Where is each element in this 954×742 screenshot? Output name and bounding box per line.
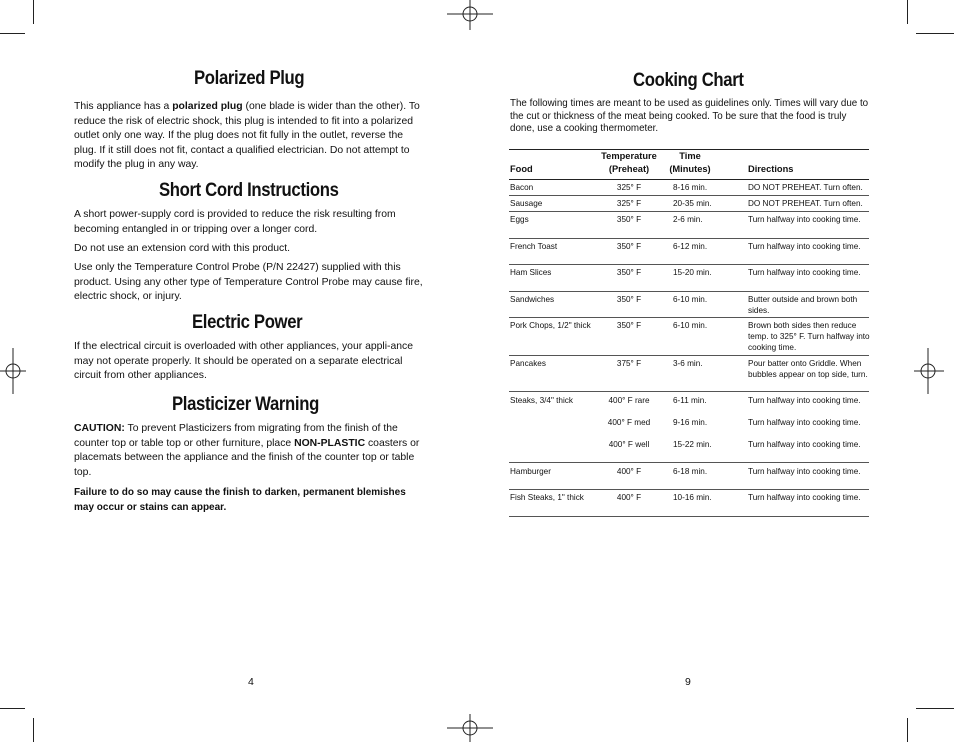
row-rule <box>509 516 869 517</box>
crop-mark <box>33 0 34 24</box>
temperature-cell: 350° F <box>616 295 642 304</box>
temperature-cell: 350° F <box>616 242 642 251</box>
temperature-cell: 350° F <box>616 321 642 330</box>
time-cell: 2-6 min. <box>673 215 703 224</box>
directions-cell: DO NOT PREHEAT. Turn often. <box>748 183 863 192</box>
registration-mark-icon <box>447 0 493 30</box>
directions-cell: Turn halfway into cooking time. <box>748 493 861 502</box>
header-temperature <box>596 150 662 175</box>
short-cord-para-2: Do not use an extension cord with this product. <box>74 243 291 254</box>
directions-cell: Turn halfway into cooking time. <box>748 268 861 277</box>
food-cell: Fish Steaks, 1" thick <box>510 493 584 502</box>
time-cell: 15-22 min. <box>673 440 712 449</box>
crop-mark <box>907 718 908 742</box>
time-cell: 6-11 min. <box>673 396 707 405</box>
caution-label: CAUTION: <box>74 423 125 434</box>
short-cord-para-3: Use only the Temperature Control Probe (P/N 22427) supplied with this product. Using any other type of Temperature Control Probe may cause fire, electric shock, or injury. <box>74 262 423 303</box>
cooking-chart-intro: The following times are meant to be used as guidelines only. Times will vary due to the cut or thickness of the meat being cooked. To be sure that the food is truly done, use a cooking thermometer. <box>510 98 869 135</box>
registration-mark-icon <box>447 714 493 742</box>
directions-cell: Turn halfway into cooking time. <box>748 418 861 427</box>
directions-cell: Butter outside and brown both sides. <box>748 295 858 315</box>
time-cell: 9-16 min. <box>673 418 708 427</box>
directions-cell: Turn halfway into cooking time. <box>748 396 861 405</box>
crop-mark <box>0 708 25 709</box>
crop-mark <box>33 718 34 742</box>
short-cord-para-1: A short power-supply cord is provided to reduce the risk resulting from becoming entangled in or tripping over a longer cord. <box>74 209 396 235</box>
header-time-line1: Time <box>679 151 701 161</box>
food-cell: Hamburger <box>510 467 551 476</box>
row-rule <box>509 355 869 356</box>
polarized-text-end: (one blade is wider than the other). <box>242 101 407 112</box>
time-cell: 3-6 min. <box>673 359 703 368</box>
plasticizer-caution-text <box>74 422 428 480</box>
directions-cell: Turn halfway into cooking time. <box>748 440 861 449</box>
row-rule <box>509 238 869 239</box>
row-rule <box>509 317 869 318</box>
food-cell: Bacon <box>510 183 534 192</box>
food-cell: Ham Slices <box>510 268 552 277</box>
time-cell: 10-16 min. <box>673 493 712 502</box>
page-number-right: 9 <box>685 676 691 688</box>
section-title-polarized-plug: Polarized Plug <box>194 68 305 89</box>
caution-text-b: coasters or placemats between the appliance and the finish of the counter top or table top. <box>74 437 420 478</box>
page-number-left: 4 <box>248 676 254 688</box>
section-title-plasticizer: Plasticizer Warning <box>172 394 319 415</box>
section-title-short-cord: Short Cord Instructions <box>159 180 339 201</box>
row-rule <box>509 211 869 212</box>
crop-mark <box>916 708 954 709</box>
time-cell: 6-18 min. <box>673 467 708 476</box>
temperature-cell: 350° F <box>616 215 642 224</box>
temperature-cell: 375° F <box>616 359 642 368</box>
header-rule <box>509 179 869 180</box>
registration-mark-icon <box>0 348 26 394</box>
header-temp-line2: (Preheat) <box>608 163 650 174</box>
row-rule <box>509 195 869 196</box>
row-rule <box>509 291 869 292</box>
time-cell: 6-12 min. <box>673 242 708 251</box>
polarized-text-start: This appliance has a <box>74 101 173 112</box>
temperature-cell: 400° F med <box>607 418 651 427</box>
header-time <box>662 150 718 175</box>
crop-mark <box>916 33 954 34</box>
food-cell: Sausage <box>510 199 543 208</box>
polarized-plug-text <box>74 100 428 173</box>
caution-text-a: To prevent Plasticizers from migrating from the finish of the counter top or table top or other furniture, place <box>74 423 398 449</box>
registration-mark-icon <box>914 348 944 394</box>
header-time-line2: (Minutes) <box>669 163 711 174</box>
cooking-chart-title: Cooking Chart <box>633 70 744 91</box>
directions-cell: Turn halfway into cooking time. <box>748 215 861 224</box>
header-food: Food <box>510 164 533 174</box>
directions-cell: DO NOT PREHEAT. Turn often. <box>748 199 863 208</box>
temperature-cell: 400° F rare <box>608 396 650 405</box>
crop-mark <box>0 33 25 34</box>
polarized-plug-bold: polarized plug <box>172 101 243 112</box>
header-directions: Directions <box>748 164 794 174</box>
time-cell: 6-10 min. <box>673 321 708 330</box>
time-cell: 8-16 min. <box>673 183 708 192</box>
temperature-cell: 350° F <box>616 268 642 277</box>
temperature-cell: 400° F well <box>608 440 650 449</box>
section-title-electric-power: Electric Power <box>192 312 303 333</box>
food-cell: Eggs <box>510 215 529 224</box>
time-cell: 6-10 min. <box>673 295 708 304</box>
temperature-cell: 400° F <box>616 493 642 502</box>
directions-cell: Turn halfway into cooking time. <box>748 242 861 251</box>
electric-power-text: If the electrical circuit is overloaded with other appliances, your appli-ance may not operate properly. It should be operated on a separate electrical circuit from other appliances. <box>74 341 414 382</box>
food-cell: Steaks, 3/4" thick <box>510 396 573 405</box>
row-rule <box>509 489 869 490</box>
food-cell: Pork Chops, 1/2" thick <box>510 321 591 330</box>
temperature-cell: 325° F <box>616 199 642 208</box>
row-rule <box>509 264 869 265</box>
header-temp-line1: Temperature <box>601 151 657 161</box>
polarized-text-rest: To reduce the risk of electric shock, this plug is intended to fit into a polarized outlet only one way. If the plug does not fit fully in the outlet, reverse the plug. If it still does not fit, contact a qualified electrician. Do not attempt to modify the plug in any way. <box>74 101 420 171</box>
row-rule <box>509 391 869 392</box>
directions-cell: Turn halfway into cooking time. <box>748 467 861 476</box>
food-cell: Sandwiches <box>510 295 555 304</box>
time-cell: 20-35 min. <box>673 199 712 208</box>
non-plastic-bold: NON-PLASTIC <box>294 437 366 449</box>
directions-cell: Brown both sides then reduce temp. to 325° F. Turn halfway into cooking time. <box>748 321 870 352</box>
plasticizer-warning: Failure to do so may cause the finish to darken, permanent blemishes may occur or stains can appear. <box>74 487 406 513</box>
food-cell: Pancakes <box>510 359 546 368</box>
food-cell: French Toast <box>510 242 558 251</box>
row-rule <box>509 462 869 463</box>
directions-cell: Pour batter onto Griddle. When bubbles appear on top side, turn. <box>748 359 868 379</box>
crop-mark <box>907 0 908 24</box>
time-cell: 15-20 min. <box>673 268 712 277</box>
temperature-cell: 400° F <box>616 467 642 476</box>
temperature-cell: 325° F <box>616 183 642 192</box>
